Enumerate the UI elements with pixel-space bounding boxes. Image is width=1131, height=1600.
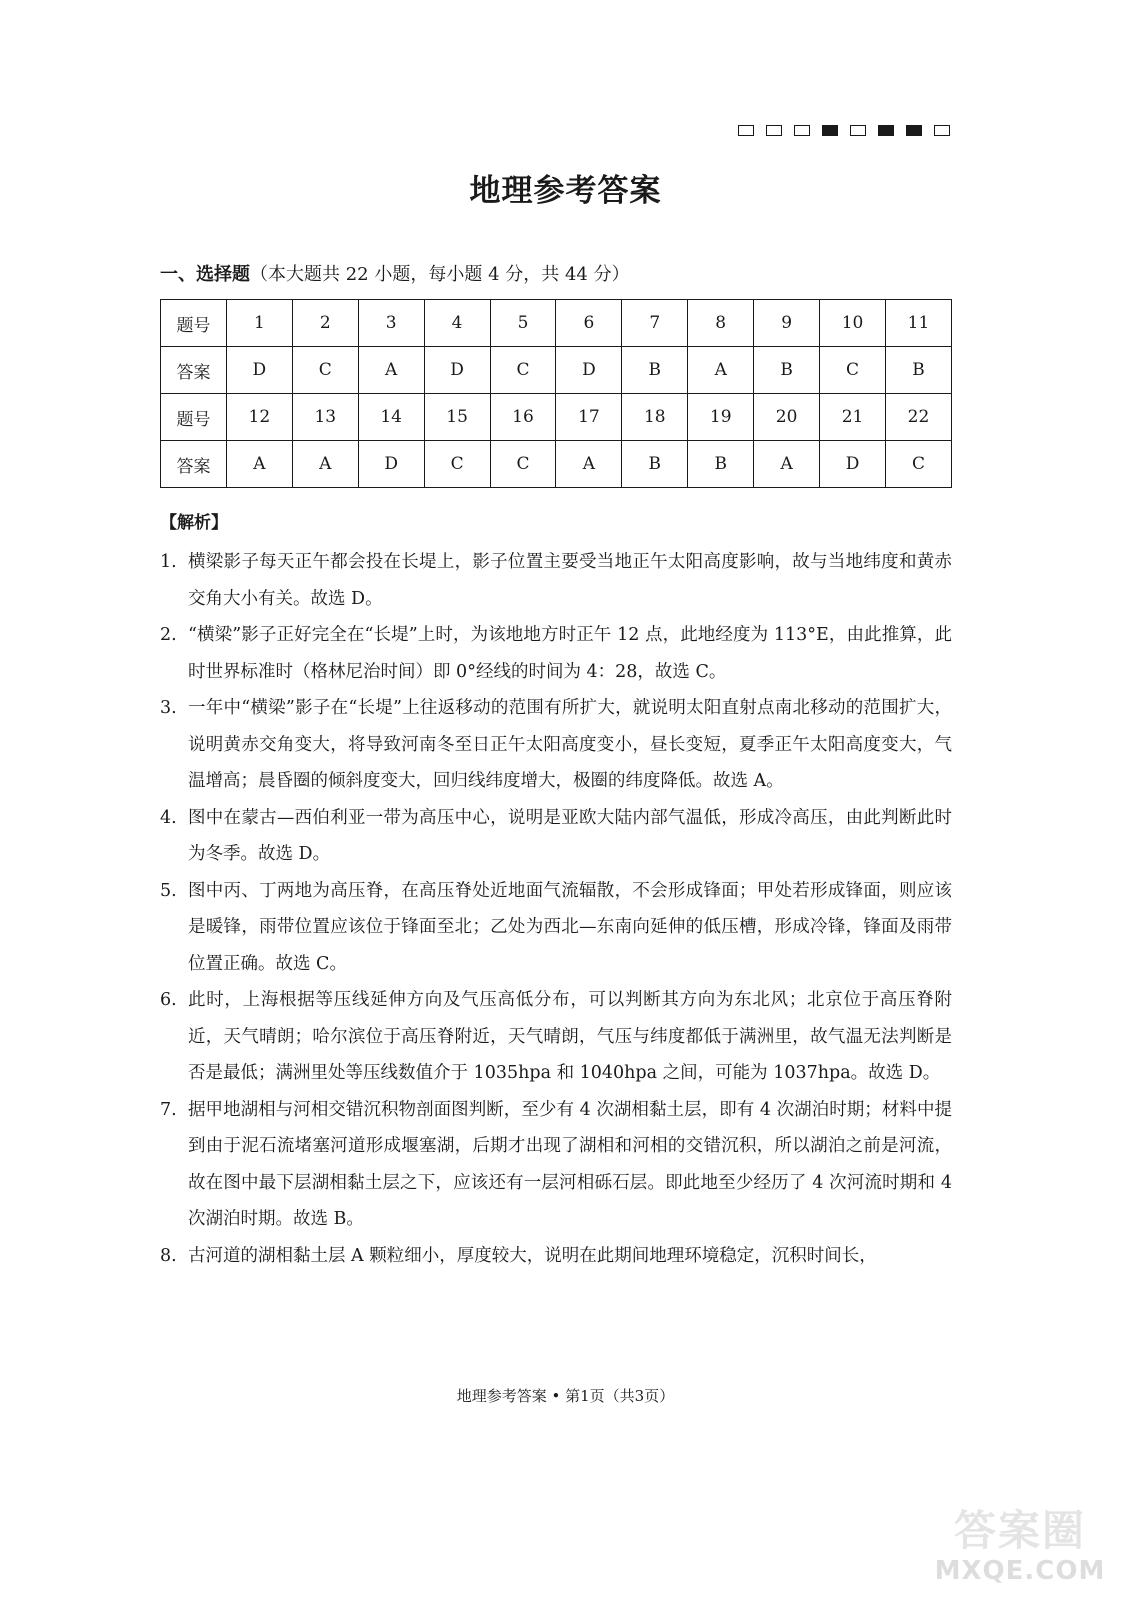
analysis-item-text: 此时，上海根据等压线延伸方向及气压高低分布，可以判断其方向为东北风；北京位于高压脊附近，天气晴朗；哈尔滨位于高压脊附近，天气晴朗，气压与纬度都低于满洲里，故气温无法判断是否是最低；满洲里处等压线数值介于 1035hpa 和 1040hpa 之间，可能为 1037hpa。故选 D。 <box>188 990 952 1083</box>
analysis-item-number: 7. <box>160 1099 177 1120</box>
table-cell: D <box>556 347 622 394</box>
table-cell: 6 <box>556 300 622 347</box>
analysis-item-text: “横梁”影子正好完全在“长堤”上时，为该地地方时正午 12 点，此地经度为 113°E，由此推算，此时世界标准时（格林尼治时间）即 0°经线的时间为 4：28，故选 C。 <box>188 625 952 682</box>
table-cell: C <box>885 441 951 488</box>
analysis-item <box>160 544 952 617</box>
table-cell: B <box>688 441 754 488</box>
table-cell: 8 <box>688 300 754 347</box>
page-footer: 地理参考答案 • 第1页（共3页） <box>456 1387 675 1405</box>
analysis-heading: 【解析】 <box>160 513 228 533</box>
table-cell: 1 <box>226 300 292 347</box>
table-cell: 4 <box>424 300 490 347</box>
table-cell: A <box>358 347 424 394</box>
table-cell: A <box>556 441 622 488</box>
analysis-item <box>160 690 952 800</box>
analysis-item-number: 5. <box>160 880 177 901</box>
analysis-item <box>160 617 952 690</box>
table-cell: C <box>820 347 886 394</box>
analysis-item <box>160 800 952 873</box>
table-cell: B <box>622 441 688 488</box>
table-cell: 13 <box>292 394 358 441</box>
table-row-header: 题号 <box>161 394 227 441</box>
table-row-header: 题号 <box>161 300 227 347</box>
analysis-item-number: 2. <box>160 625 177 645</box>
table-cell: D <box>226 347 292 394</box>
answer-table <box>160 299 952 488</box>
header-marker-boxes <box>738 125 950 136</box>
table-cell: 10 <box>820 300 886 347</box>
section-heading-label: 一、选择题 <box>160 264 250 285</box>
watermark-logo <box>930 1498 1110 1593</box>
table-row <box>161 347 952 394</box>
table-row-header: 答案 <box>161 347 227 394</box>
table-cell: 22 <box>885 394 951 441</box>
table-cell: 16 <box>490 394 556 441</box>
filled-square-icon <box>878 125 894 136</box>
table-cell: D <box>424 347 490 394</box>
table-cell: C <box>490 347 556 394</box>
table-cell: 11 <box>885 300 951 347</box>
analysis-item <box>160 982 952 1092</box>
analysis-item <box>160 1092 952 1238</box>
table-cell: C <box>424 441 490 488</box>
filled-square-icon <box>822 125 838 136</box>
table-cell: 5 <box>490 300 556 347</box>
analysis-item-number: 3. <box>160 698 177 718</box>
table-row-header: 答案 <box>161 441 227 488</box>
analysis-item-text: 古河道的湖相黏土层 A 颗粒细小，厚度较大，说明在此期间地理环境稳定，沉积时间长， <box>188 1245 877 1266</box>
empty-square-icon <box>934 125 950 136</box>
analysis-item-number: 4. <box>160 807 177 828</box>
table-row <box>161 300 952 347</box>
table-cell: A <box>688 347 754 394</box>
analysis-item-text: 图中在蒙古—西伯利亚一带为高压中心，说明是亚欧大陆内部气温低，形成冷高压，由此判断此时为冬季。故选 D。 <box>188 807 952 864</box>
table-cell: 15 <box>424 394 490 441</box>
empty-square-icon <box>766 125 782 136</box>
table-cell: D <box>358 441 424 488</box>
table-cell: D <box>820 441 886 488</box>
empty-square-icon <box>794 125 810 136</box>
analysis-item-text: 一年中“横梁”影子在“长堤”上往返移动的范围有所扩大，就说明太阳直射点南北移动的范围扩大，说明黄赤交角变大，将导致河南冬至日正午太阳高度变小，昼长变短，夏季正午太阳高度变大，气温增高；晨昏圈的倾斜度变大，回归线纬度增大，极圈的纬度降低。故选 A。 <box>188 698 952 791</box>
analysis-list <box>160 544 952 1274</box>
table-cell: 2 <box>292 300 358 347</box>
analysis-item-number: 1. <box>160 552 177 572</box>
table-row <box>161 441 952 488</box>
table-cell: 12 <box>226 394 292 441</box>
table-cell: B <box>754 347 820 394</box>
table-cell: 21 <box>820 394 886 441</box>
empty-square-icon <box>850 125 866 136</box>
filled-square-icon <box>906 125 922 136</box>
table-cell: A <box>754 441 820 488</box>
empty-square-icon <box>738 125 754 136</box>
analysis-item-number: 6. <box>160 990 177 1010</box>
analysis-item-text: 横梁影子每天正午都会投在长堤上，影子位置主要受当地正午太阳高度影响，故与当地纬度和黄赤交角大小有关。故选 D。 <box>188 552 952 609</box>
table-cell: 19 <box>688 394 754 441</box>
table-cell: 20 <box>754 394 820 441</box>
table-row <box>161 394 952 441</box>
watermark-main-text: 答案圈 <box>953 1506 1086 1555</box>
analysis-item-text: 图中丙、丁两地为高压脊，在高压脊处近地面气流辐散，不会形成锋面；甲处若形成锋面，则应该是暖锋，雨带位置应该位于锋面至北；乙处为西北—东南向延伸的低压槽，形成冷锋，锋面及雨带位置正确。故选 C。 <box>188 880 952 974</box>
watermark-sub-text: MXQE.COM <box>934 1556 1106 1586</box>
analysis-item-number: 8. <box>160 1245 177 1266</box>
table-cell: A <box>292 441 358 488</box>
analysis-item <box>160 1238 952 1275</box>
table-cell: A <box>226 441 292 488</box>
analysis-item-text: 据甲地湖相与河相交错沉积物剖面图判断，至少有 4 次湖相黏土层，即有 4 次湖泊时期；材料中提到由于泥石流堵塞河道形成堰塞湖，后期才出现了湖相和河相的交错沉积，所以湖泊之前是河流，故在图中最下层湖相黏土层之下，应该还有一层河相砾石层。即此地至少经历了 4 次河流时期和 4 次湖泊时期。故选 B。 <box>188 1099 952 1229</box>
table-cell: 9 <box>754 300 820 347</box>
table-cell: 3 <box>358 300 424 347</box>
table-cell: 14 <box>358 394 424 441</box>
table-cell: 7 <box>622 300 688 347</box>
table-cell: C <box>292 347 358 394</box>
section-heading-note: （本大题共 22 小题，每小题 4 分，共 44 分） <box>250 264 630 285</box>
analysis-item <box>160 873 952 983</box>
table-cell: C <box>490 441 556 488</box>
table-cell: 18 <box>622 394 688 441</box>
table-cell: 17 <box>556 394 622 441</box>
table-cell: B <box>885 347 951 394</box>
section-heading <box>160 260 630 286</box>
page-title: 地理参考答案 <box>469 173 662 209</box>
table-cell: B <box>622 347 688 394</box>
